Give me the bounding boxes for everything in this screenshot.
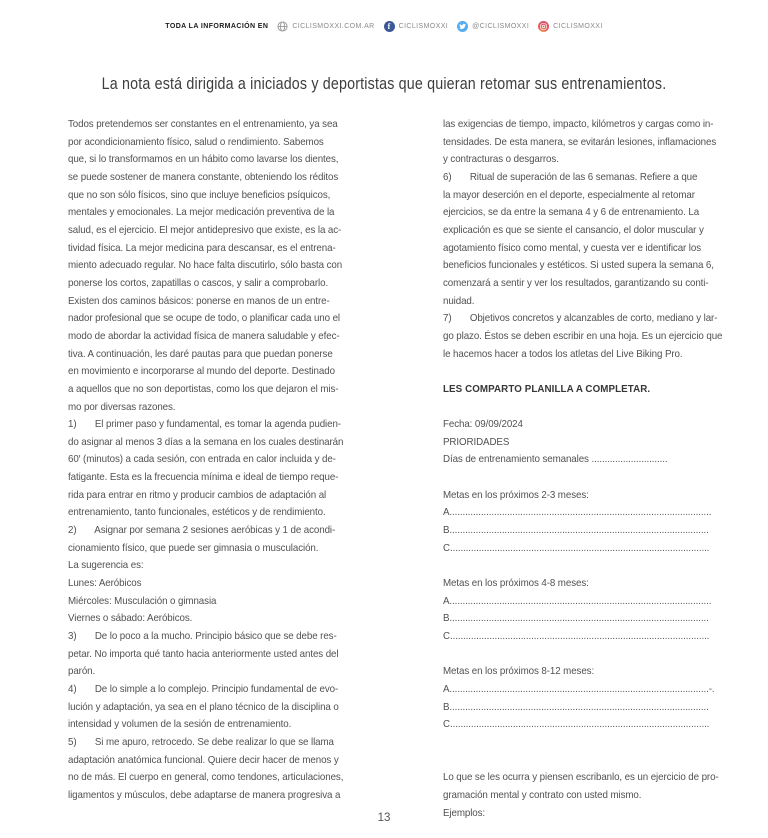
text-line: modo de abordar la actividad física de manera saludable y efec- — [68, 330, 340, 342]
text-line: gramación mental y contrato con usted mismo. — [443, 789, 642, 801]
text-line: B................................................................................................... — [443, 613, 709, 625]
text-line: nuidad. — [443, 295, 475, 307]
instagram-handle: CICLISMOXXI — [553, 23, 603, 30]
text-line: parón. — [68, 666, 96, 678]
text-line: 2) Asignar por semana 2 sesiones aeróbicas y 1 de acondi- — [68, 525, 336, 537]
text-line — [443, 399, 739, 417]
text-line: no de más. El cuerpo en general, como tendones, articulaciones, — [68, 772, 344, 784]
text-line: las exigencias de tiempo, impacto, kilómetros y cargas como in- — [443, 119, 714, 130]
left-column — [68, 116, 364, 822]
text-line — [443, 557, 739, 575]
text-line: Viernes o sábado: Aeróbicos. — [68, 613, 193, 625]
text-line: A...................................................................................................-. — [443, 684, 715, 695]
text-line: 6) Ritual de superación de las 6 semanas. Refiere a que — [443, 171, 698, 183]
article-headline: La nota está dirigida a iniciados y deportistas que quieran retomar sus entrenamientos. — [101, 74, 667, 93]
text-line: la mayor deserción en el deporte, especialmente al retomar — [443, 189, 695, 201]
text-line: 60′ (minutos) a cada sesión, con entrada en calor incluida y de- — [68, 454, 336, 466]
text-line: agotamiento físico como mental, y cuesta ver e identificar los — [443, 242, 702, 254]
text-line: cionamiento físico, que puede ser gimnasia o musculación. — [68, 542, 319, 554]
facebook-handle: CICLISMOXXI — [398, 23, 449, 30]
text-line: C................................................................................................... — [443, 719, 710, 731]
text-line: salud, es el ejercicio. El mejor antidepresivo que existe, es la ac- — [68, 224, 342, 236]
website-link[interactable] — [277, 21, 374, 32]
text-line: Fecha: 09/09/2024 — [443, 419, 523, 431]
text-line: se puede sostener de manera constante, obteniendo los réditos — [68, 171, 339, 183]
website-text: CICLISMOXXI.COM.AR — [292, 23, 375, 30]
top-info-bar — [0, 21, 768, 32]
text-line: entrenamiento, tanto funcionales, estéticos y de rendimiento. — [68, 507, 326, 519]
text-line: Lunes: Aeróbicos — [68, 578, 142, 590]
text-line: ejercicios, se da entre la semana 4 y 6 de entrenamiento. La — [443, 207, 700, 219]
globe-icon — [277, 21, 288, 32]
text-line: fatigante. Esta es la frecuencia mínima e ideal de tiempo reque- — [68, 472, 339, 484]
text-line: Metas en los próximos 2-3 meses: — [443, 489, 589, 501]
text-line — [443, 734, 739, 752]
text-line: petar. No importa qué tanto hacia anteriormente usted antes del — [68, 648, 339, 660]
facebook-icon: f — [384, 21, 395, 32]
text-line: 1) El primer paso y fundamental, es tomar la agenda pudien- — [68, 419, 341, 431]
text-line: go plazo. Éstos se deben escribir en una hoja. Es un ejercicio que — [443, 330, 723, 342]
text-line: le hacemos hacer a todos los atletas del Live Biking Pro. — [443, 348, 683, 360]
text-line: comenzará a sentir y ver los resultados, garantizando su conti- — [443, 277, 709, 289]
text-line — [443, 752, 739, 770]
text-line: 7) Objetivos concretos y alcanzables de corto, mediano y lar- — [443, 313, 718, 325]
text-line — [443, 469, 739, 487]
text-line: A.................................................................................................... — [443, 507, 712, 519]
text-line — [443, 646, 739, 664]
text-line: A.................................................................................................... — [443, 595, 712, 607]
text-line: Existen dos caminos básicos: ponerse en manos de un entre- — [68, 295, 330, 307]
text-line: mentales y emocionales. La mejor medicación preventiva de la — [68, 207, 335, 219]
text-line: tividad física. La mejor medicina para descansar, es el entrena- — [68, 242, 336, 254]
text-line: por acondicionamiento físico, salud o rendimiento. Sabemos — [68, 136, 324, 148]
text-line: y contracturas o desgarros. — [443, 154, 559, 166]
instagram-link[interactable] — [538, 21, 603, 32]
text-line: nador profesional que se ocupe de todo, o planificar cada uno el — [68, 313, 341, 325]
text-line: Miércoles: Musculación o gimnasia — [68, 595, 217, 607]
twitter-icon — [457, 21, 468, 32]
page-number: 13 — [377, 812, 391, 824]
text-line: que, si lo transformamos en un hábito como lavarse los dientes, — [68, 154, 339, 166]
info-label: TODA LA INFORMACIÓN EN — [165, 23, 269, 30]
text-line: beneficios funcionales y estéticos. Si usted supera la semana 6, — [443, 260, 714, 272]
text-line: La sugerencia es: — [68, 560, 144, 572]
article-body — [68, 116, 758, 822]
text-line: Lo que se les ocurra y piensen escribanlo, es un ejercicio de pro- — [443, 772, 719, 784]
text-line: 4) De lo simple a lo complejo. Principio fundamental de evo- — [68, 684, 339, 695]
text-line: miento adecuado regular. No hace falta discutirlo, sólo basta con — [68, 260, 343, 272]
text-line: lución y adaptación, ya sea en el plano técnico de la disciplina o — [68, 701, 339, 713]
text-line: adaptación anatómica funcional. Quiere decir hacer de menos y — [68, 754, 339, 766]
text-line: rida para entrar en ritmo y producir cambios de adaptación al — [68, 489, 327, 501]
text-line: PRIORIDADES — [443, 436, 510, 448]
text-line: C................................................................................................... — [443, 631, 710, 643]
facebook-link[interactable] — [384, 21, 449, 32]
text-line: tensidades. De esta manera, se evitarán lesiones, inflamaciones — [443, 136, 717, 148]
twitter-link[interactable] — [457, 21, 529, 32]
text-line: ponerse los cortos, zapatillas o cascos, y salir a comprobarlo. — [68, 277, 329, 289]
text-line: 5) Si me apuro, retrocedo. Se debe realizar lo que se llama — [68, 736, 334, 748]
text-line: a aquellos que no son deportistas, como los que dejaron el mis- — [68, 383, 339, 395]
twitter-handle: @CICLISMOXXI — [472, 23, 530, 30]
text-line: intensidad y volumen de la sesión de entrenamiento. — [68, 719, 292, 731]
instagram-icon — [538, 21, 549, 32]
text-line: LES COMPARTO PLANILLA A COMPLETAR. — [443, 383, 651, 395]
text-line: 3) De lo poco a la mucho. Principio básico que se debe res- — [68, 631, 337, 643]
text-line: Ejemplos: — [443, 807, 486, 819]
text-line — [443, 363, 739, 381]
text-line: do asignar al menos 3 días a la semana en los cuales destinarán — [68, 436, 344, 448]
text-line: Días de entrenamiento semanales ............................. — [443, 454, 668, 466]
text-line: C................................................................................................... — [443, 542, 710, 554]
text-line: ligamentos y músculos, debe adaptarse de manera progresiva a — [68, 789, 341, 801]
text-line: explicación es que se siente el cansancio, el dolor muscular y — [443, 224, 704, 236]
text-line: que no son sólo físicos, sino que incluye beneficios psíquicos, — [68, 189, 331, 201]
text-line: B................................................................................................... — [443, 525, 709, 537]
text-line: mo por diversas razones. — [68, 401, 176, 413]
text-line: Metas en los próximos 8-12 meses: — [443, 666, 595, 678]
text-line: tiva. A continuación, les daré pautas para que puedan ponerse — [68, 348, 333, 360]
right-column — [443, 116, 739, 822]
text-line: B................................................................................................... — [443, 701, 709, 713]
text-line: en movimiento e incorporarse al mundo del deporte. Destinado — [68, 366, 335, 378]
text-line: Todos pretendemos ser constantes en el entrenamiento, ya sea — [68, 119, 338, 130]
text-line: Metas en los próximos 4-8 meses: — [443, 578, 589, 590]
